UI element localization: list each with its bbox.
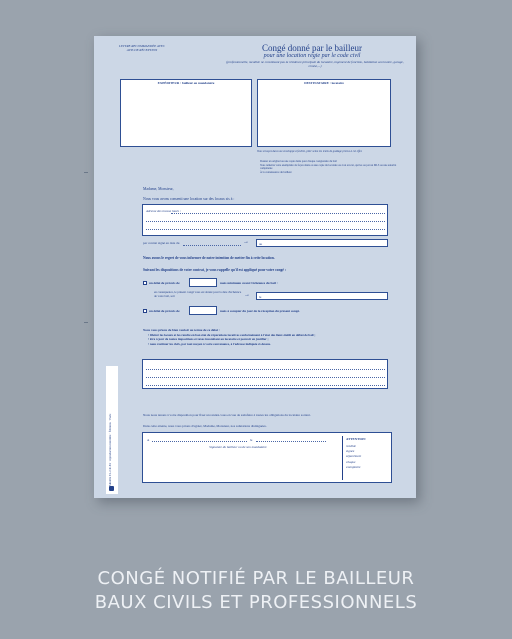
sender-box[interactable] [120,79,252,147]
side-note: À la connaissance du bailleur [260,170,292,174]
contract-label: par contrat signé en date du [143,241,180,245]
intent-text: Nous avons le regret de vous informer de notre intention de mettre fin à cette location. [143,256,275,260]
date-line [256,441,326,442]
place-prefix: A [147,438,150,442]
date-prefix: le [250,438,253,442]
place-line [152,441,247,442]
attention-line: signez [346,449,355,454]
lease-end-date-field[interactable] [256,292,388,300]
imprint-strip [106,366,118,494]
fold-mark-top [84,172,88,173]
attention-title: ATTENTION [346,437,366,441]
side-notes [260,160,408,174]
availability-text: Nous nous tenons à votre disposition pour fixer un rendez-vous en vue de satisfaire à toutes les obligations du locataire sortant. [143,413,311,417]
option2-label: un délai de préavis de [149,309,180,313]
lease-end-to-label: le [259,294,262,299]
signature-box[interactable] [142,432,392,483]
address-line [146,229,385,230]
form-sheet [94,36,416,498]
attention-line: séparément [346,454,362,459]
greeting: Madame, Monsieur, [143,187,174,191]
envelope-note: Vous envoyez dans une enveloppe à fenêtre, plier selon les traits de guidage prévus à cet effet. [257,150,363,153]
option2-checkbox[interactable] [143,309,147,313]
side-note: Vous remettre votre exemplaire de façon datée ou une copie du locataire ou à un avocat, qui les ou par un MLS ou une autorité compétente [260,163,397,171]
publisher-logo-icon [109,486,114,491]
attention-line: rendhie [346,444,356,448]
registered-letter-label: LETTRE RECOMMANDÉE AVEC AVIS DE RÉCEPTION [119,44,165,53]
option1-label: un délai de préavis de [149,281,180,285]
obligations-list [148,333,388,346]
closing-text: Dans cette attente, nous vous prions d'agréer, Madame, Monsieur, nos salutations distinguées. [143,424,267,428]
address-label: Adresse des locaux loués : [146,209,181,213]
contract-to-label: au [259,241,263,246]
remarks-line [146,377,385,378]
vertical-imprint: Modèle EL-CR-P4 · reproduction interdite · Éditions · Paris [108,413,112,486]
signature-label: Signature du bailleur ou de son mandataire [209,445,267,449]
attention-lines [346,444,361,470]
address-line [146,221,385,222]
remarks-box[interactable] [142,359,388,389]
option1-checkbox[interactable] [143,281,147,285]
arrow-right-icon: → [244,292,250,298]
form-subtitle: pour une location régie par le code civil [263,53,361,59]
option2-months-field[interactable] [189,306,217,315]
attention-line: exemplaire [346,464,361,469]
list-item: • libérer les locaux et les rendre en bon état de réparations locatives conformément à l'état des lieux établi en début de bail ; [148,333,316,337]
fold-mark-bottom [84,322,88,323]
option1-suffix: mois minimum avant l'échéance du bail : [220,281,278,285]
list-item: • être à jour de toutes impositions et taxes incombant au locataire et pouvoir en justifier ; [148,337,269,342]
please-intro: Nous vous prions de bien vouloir au terme de ce délai : [143,328,220,332]
recipient-label: DESTINATAIRE : locataire [304,81,344,85]
list-item: • nous restituer les clefs, par tout moyen à votre convenance, à l'adresse indiquée ci-dessus. [148,341,271,346]
side-note: Donner un original ou une copie datée pour chaque cosignataire du bail [260,160,337,163]
address-box[interactable] [142,204,388,236]
remarks-line [146,385,385,386]
remarks-line [146,369,385,370]
form-title: Congé donné par le bailleur [262,43,362,53]
provisions-intro: Suivant les dispositions de votre contrat, je vous rappelle qu'il est appliqué pour votre congé : [143,268,286,272]
option1-months-field[interactable] [189,278,217,287]
contract-date-line [183,245,241,246]
address-line [171,213,385,214]
option2-suffix: mois à compter du jour de la réception du présent congé. [220,309,300,313]
arrow-right-icon: → [243,239,249,245]
attention-line: chaque [346,459,356,464]
attention-panel [342,436,389,480]
contract-end-field[interactable] [256,239,388,247]
consequence-text: en conséquence, le présent congé vous est donné pour la date d'échéance de votre bail, soit [154,290,242,298]
form-subtitle-detail: (professionnelle, meublée ne constituant pas la résidence principale du locataire, logement de fonction, habitation accessoire, garage, remise,...) [226,60,404,69]
caption-line-1: CONGÉ NOTIFIÉ PAR LE BAILLEUR [97,568,415,589]
sender-label: EXPÉDITEUR : bailleur ou mandataire [121,81,251,85]
recipient-box[interactable] [257,79,391,147]
caption-line-2: BAUX CIVILS ET PROFESSIONNELS [94,592,418,613]
rent-intro: Nous vous avons consenti une location sur des locaux sis à : [143,197,235,201]
